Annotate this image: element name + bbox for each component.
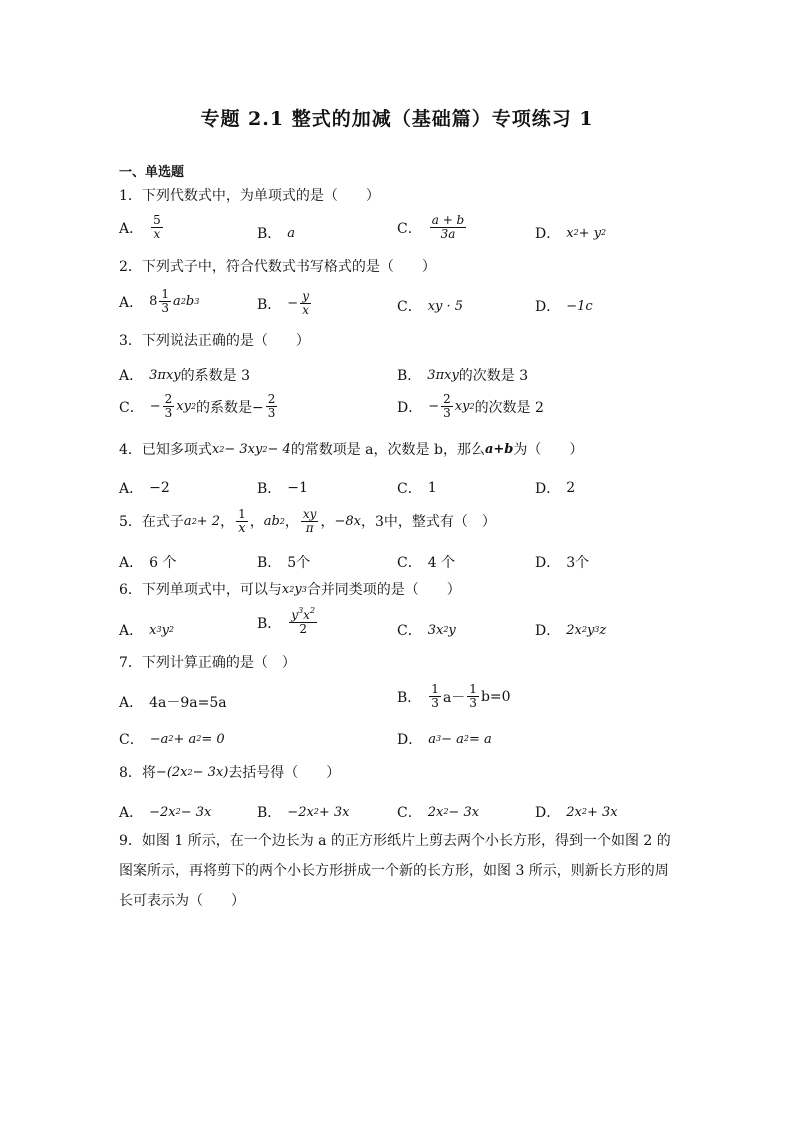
question-2-option-c[interactable]: C． xy · 5 [397,298,464,315]
fraction: $\frac{2}{3}$ [267,392,276,420]
question-6-stem: 6．下列单项式中，可以与 x 2 y 3 合并同类项的是（ ） [119,582,461,598]
question-5-option-d[interactable]: D． 3个 [535,555,590,571]
question-8-option-c[interactable]: C． 2x 2 − 3x [397,804,480,821]
question-1-stem: 1．下列代数式中，为单项式的是（ ） [119,188,380,204]
question-2-option-d[interactable]: D． −1c [535,298,593,315]
question-1-option-b[interactable]: B． a [257,225,296,242]
question-5-option-c[interactable]: C． 4 个 [397,555,456,571]
question-7-option-a[interactable]: A． 4a－9a=5a [119,695,227,711]
question-2-option-a[interactable]: A． 8 $\frac{1}{3}$ a 2 b 3 [119,287,200,315]
question-4-option-c[interactable]: C． 1 [397,480,437,497]
question-6-option-b[interactable]: B． $\frac{y^3x^2}{2}$ [257,606,316,636]
question-8-option-a[interactable]: A． −2x 2 − 3x [119,804,212,821]
question-1-option-c[interactable]: C． $\frac{a + b}{3a}$ [397,213,465,241]
fraction: $\frac{1}{3}$ [431,682,439,710]
fraction: $\frac{1}{x}$ [238,507,246,536]
question-8-option-d[interactable]: D． 2x 2 + 3x [535,804,618,821]
question-7-option-d[interactable]: D． a 3 − a 2 = a [397,731,492,748]
fraction: $\frac{y}{x}$ [302,289,309,317]
fraction: $\frac{5}{x}$ [153,213,161,241]
question-6-option-a[interactable]: A． x 3 y 2 [119,622,175,639]
fraction: $\frac{a + b}{3a}$ [431,213,465,241]
question-6-option-d[interactable]: D． 2x 2 y 3 z [535,622,607,639]
question-7-option-b[interactable]: B． $\frac{1}{3}$ a－ $\frac{1}{3}$ b=0 [397,682,511,710]
fraction: $\frac{2}{3}$ [164,392,173,420]
question-5-option-a[interactable]: A． 6 个 [119,555,177,571]
fraction: $\frac{2}{3}$ [443,392,451,420]
page-title: 专题 2.1 整式的加减（基础篇）专项练习 1 [200,108,594,130]
question-4-option-a[interactable]: A． −2 [119,480,170,497]
section-heading: 一、单选题 [119,165,185,180]
question-3-option-b[interactable]: B． 3πxy 的次数是 3 [397,367,529,384]
question-6-option-c[interactable]: C． 3x 2 y [397,622,456,639]
question-8-option-b[interactable]: B． −2x 2 + 3x [257,804,350,821]
question-5-stem: 5．在式子 a 2 + 2 ， $\frac{1}{x}$ ， ab 2 ， $\frac{xy}{\pi}$ ， −8x ， 3 中，整式有（ ） [119,507,496,536]
question-3-option-d[interactable]: D． − $\frac{2}{3}$ xy 2 的次数是 2 [397,392,544,420]
fraction: $\frac{1}{3}$ [469,682,477,710]
fraction: $\frac{xy}{\pi}$ [302,507,317,535]
question-4-option-d[interactable]: D． 2 [535,480,576,497]
question-5-option-b[interactable]: B． 5个 [257,555,311,571]
question-1-option-a[interactable]: A． $\frac{5}{x}$ [119,213,161,241]
question-3-stem: 3．下列说法正确的是（ ） [119,333,310,349]
question-4-stem: 4．已知多项式 x 2 − 3xy 2 − 4 的常数项是 a，次数是 b，那么 a+b 为（ ） [119,442,584,458]
question-4-option-b[interactable]: B． −1 [257,480,308,497]
question-7-stem: 7．下列计算正确的是（ ） [119,655,296,671]
question-1-option-d[interactable]: D． x 2 + y 2 [535,225,607,242]
question-8-stem: 8．将 −(2x 2 − 3x) 去括号得（ ） [119,765,341,781]
question-7-option-c[interactable]: C． −a 2 + a 2 = 0 [119,731,225,748]
question-3-option-c[interactable]: C． − $\frac{2}{3}$ xy 2 的系数是− $\frac{2}{3}$ [119,392,276,420]
question-2-stem: 2．下列式子中，符合代数式书写格式的是（ ） [119,259,436,275]
question-2-option-b[interactable]: B． − $\frac{y}{x}$ [257,289,309,317]
fraction: $\frac{y^3x^2}{2}$ [291,606,316,636]
question-9-text: 9．如图 1 所示，在一个边长为 a 的正方形纸片上剪去两个小长方形，得到一个如图 2 的图案所示，再将剪下的两个小长方形拼成一个新的长方形，如图 3 所示，则新长方形的周长可表示为（ ） [119,833,671,909]
fraction: $\frac{1}{3}$ [161,287,170,315]
question-3-option-a[interactable]: A． 3πxy 的系数是 3 [119,367,250,384]
